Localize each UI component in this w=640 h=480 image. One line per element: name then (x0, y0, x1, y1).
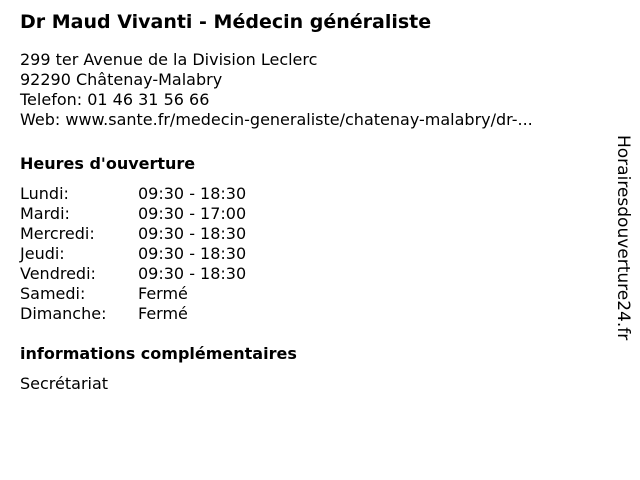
contact-block (20, 50, 600, 130)
day-label: Jeudi: (20, 244, 65, 263)
city-line: 92290 Châtenay-Malabry (20, 70, 223, 89)
hours-row-friday (20, 264, 600, 284)
additional-info-title: informations complémentaires (20, 344, 297, 363)
time-value: Fermé (138, 304, 188, 323)
website-line: Web: www.sante.fr/medecin-generaliste/chatenay-malabry/dr-... (20, 110, 533, 129)
hours-row-monday (20, 184, 600, 204)
hours-row-wednesday (20, 224, 600, 244)
day-label: Mercredi: (20, 224, 95, 243)
site-brand-vertical: Horairesdouverture24.fr (613, 135, 633, 341)
day-label: Dimanche: (20, 304, 107, 323)
page-title: Dr Maud Vivanti - Médecin généraliste (20, 11, 432, 33)
time-value: 09:30 - 18:30 (138, 184, 247, 203)
phone-line: Telefon: 01 46 31 56 66 (20, 90, 210, 109)
opening-hours-table (20, 184, 600, 324)
day-label: Lundi: (20, 184, 69, 203)
day-label: Mardi: (20, 204, 70, 223)
time-value: 09:30 - 18:30 (138, 264, 247, 283)
street-address: 299 ter Avenue de la Division Leclerc (20, 50, 318, 69)
time-value: 09:30 - 18:30 (138, 224, 247, 243)
practice-card (20, 8, 600, 394)
time-value: Fermé (138, 284, 188, 303)
day-label: Vendredi: (20, 264, 96, 283)
hours-row-saturday (20, 284, 600, 304)
time-value: 09:30 - 17:00 (138, 204, 247, 223)
additional-info-value: Secrétariat (20, 374, 109, 393)
hours-row-sunday (20, 304, 600, 324)
time-value: 09:30 - 18:30 (138, 244, 247, 263)
hours-row-tuesday (20, 204, 600, 224)
hours-row-thursday (20, 244, 600, 264)
opening-hours-title: Heures d'ouverture (20, 154, 196, 173)
day-label: Samedi: (20, 284, 86, 303)
